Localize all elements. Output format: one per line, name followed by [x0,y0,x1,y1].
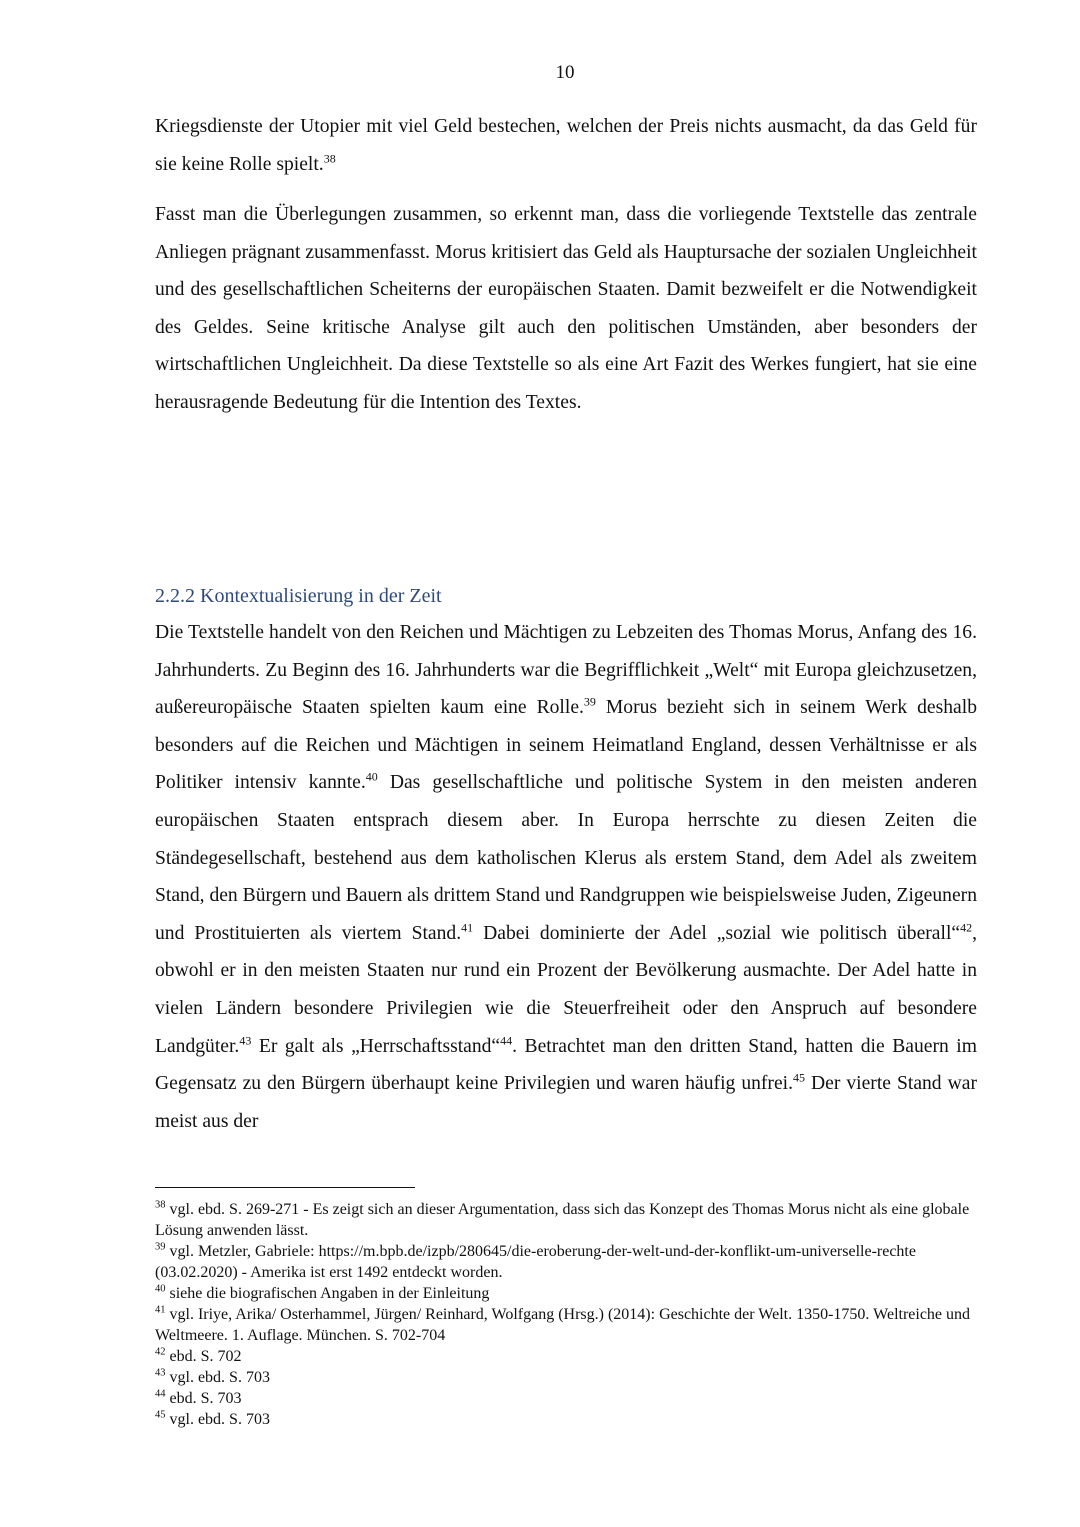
footnote-ref-41[interactable]: 41 [461,920,474,935]
footnote-text: vgl. Iriye, Arika/ Osterhammel, Jürgen/ Reinhard, Wolfgang (Hrsg.) (2014): Geschichte der Welt. 1350-1750. Weltreiche und Weltmeere. 1. Auflage. München. S. 702-704 [155,1306,971,1344]
footnote-ref-39[interactable]: 39 [583,694,596,709]
footnote-number: 39 [155,1241,166,1253]
text-run: Die Textstelle handelt von den Reichen und Mächtigen zu Lebzeiten des Thomas Morus, Anfang des 16. Jahrhunderts. Zu Beginn des 16. Jahrhunderts war die Begrifflichkeit „Welt“ mit Europa gleichzusetzen, außereuropäische Staaten spielten kaum eine Rolle. [155,622,977,719]
footnote-ref-45[interactable]: 45 [793,1070,805,1085]
footnote-ref-42[interactable]: 42 [960,920,973,935]
body-paragraph-2 [155,196,977,422]
footnote-number: 43 [155,1367,166,1379]
text-run: , obwohl er in den meisten Staaten nur rund ein Prozent der Bevölkerung ausmachte. Der Adel hatte in vielen Ländern besondere Privilegien wie die Steuerfreiheit oder den Anspruch auf besondere Landgüter. [155,922,977,1057]
footnote-number: 40 [155,1283,166,1295]
footnote-text: ebd. S. 703 [165,1390,242,1407]
footnote-item [155,1367,985,1388]
text-run: Dabei dominierte der Adel „sozial wie politisch überall“ [473,922,961,944]
footnote-item [155,1283,985,1304]
text-run: . Betrachtet man den dritten Stand, hatten die Bauern im Gegensatz zu den Bürgern überhaupt keine Privilegien und waren häufig unfrei. [155,1035,977,1095]
footnote-text: vgl. ebd. S. 269-271 - Es zeigt sich an dieser Argumentation, dass sich das Konzept des Thomas Morus nicht als eine globale Lösung anwenden lässt. [155,1201,970,1239]
footnote-number: 45 [155,1409,166,1421]
footnote-text: ebd. S. 702 [165,1348,242,1365]
text-run: Fasst man die Überlegungen zusammen, so erkennt man, dass die vorliegende Textstelle das zentrale Anliegen prägnant zusammenfasst. Morus kritisiert das Geld als Hauptursache der sozialen Ungleichheit und des gesellschaftlichen Scheiterns der europäischen Staaten. Damit bezweifelt er die Notwendigkeit des Geldes. Seine kritische Analyse gilt auch den politischen Umständen, aber besonders der wirtschaftlichen Ungleichheit. Da diese Textstelle so als eine Art Fazit des Werkes fungiert, hat sie eine herausragende Bedeutung für die Intention des Textes. [155,204,977,413]
footnote-item [155,1346,985,1367]
footnote-list [155,1199,985,1430]
footnote-number: 41 [155,1304,166,1316]
text-run: Er galt als „Herrschaftsstand“ [251,1035,501,1057]
text-run: Kriegsdienste der Utopier mit viel Geld bestechen, welchen der Preis nichts ausmacht, da das Geld für sie keine Rolle spielt. [155,116,977,175]
footnote-text: siehe die biografischen Angaben in der Einleitung [165,1285,490,1302]
footnote-ref-40[interactable]: 40 [365,769,378,784]
text-run: Der vierte Stand war meist aus der [155,1073,977,1132]
footnote-item [155,1409,985,1430]
footnote-item [155,1241,985,1283]
footnote-item [155,1388,985,1409]
footnote-ref-44[interactable]: 44 [500,1033,513,1047]
footnote-text: vgl. ebd. S. 703 [165,1369,270,1386]
page-number: 10 [555,62,575,83]
footnote-number: 42 [155,1346,166,1358]
body-paragraph-1 [155,108,977,183]
footnote-ref-38[interactable]: 38 [323,151,336,166]
body-paragraph-3 [155,614,977,1140]
footnote-separator [155,1187,415,1188]
footnote-item [155,1304,985,1346]
text-run: Morus bezieht sich in seinem Werk deshalb besonders auf die Reichen und Mächtigen in seinem Heimatland England, dessen Verhältnisse er als Politiker intensiv kannte. [155,697,977,794]
footnote-number: 38 [155,1199,166,1211]
section-heading: 2.2.2 Kontextualisierung in der Zeit [155,585,442,607]
footnote-item [155,1199,985,1241]
footnote-text: vgl. ebd. S. 703 [165,1411,270,1428]
footnote-text: vgl. Metzler, Gabriele: https://m.bpb.de/izpb/280645/die-eroberung-der-welt-und-der-konflikt-um-universelle-rechte (03.02.2020) - Amerika ist erst 1492 entdeckt worden. [155,1243,916,1281]
footnote-ref-43[interactable]: 43 [239,1033,252,1047]
text-run: Das gesellschaftliche und politische System in den meisten anderen europäischen Staaten entsprach diesem aber. In Europa herrschte zu diesen Zeiten die Ständegesellschaft, bestehend aus dem katholischen Klerus als erstem Stand, dem Adel als zweitem Stand, den Bürgern und Bauern als drittem Stand und Randgruppen wie beispielsweise Juden, Zigeunern und Prostituierten als viertem Stand. [155,772,977,944]
footnote-number: 44 [155,1388,166,1400]
